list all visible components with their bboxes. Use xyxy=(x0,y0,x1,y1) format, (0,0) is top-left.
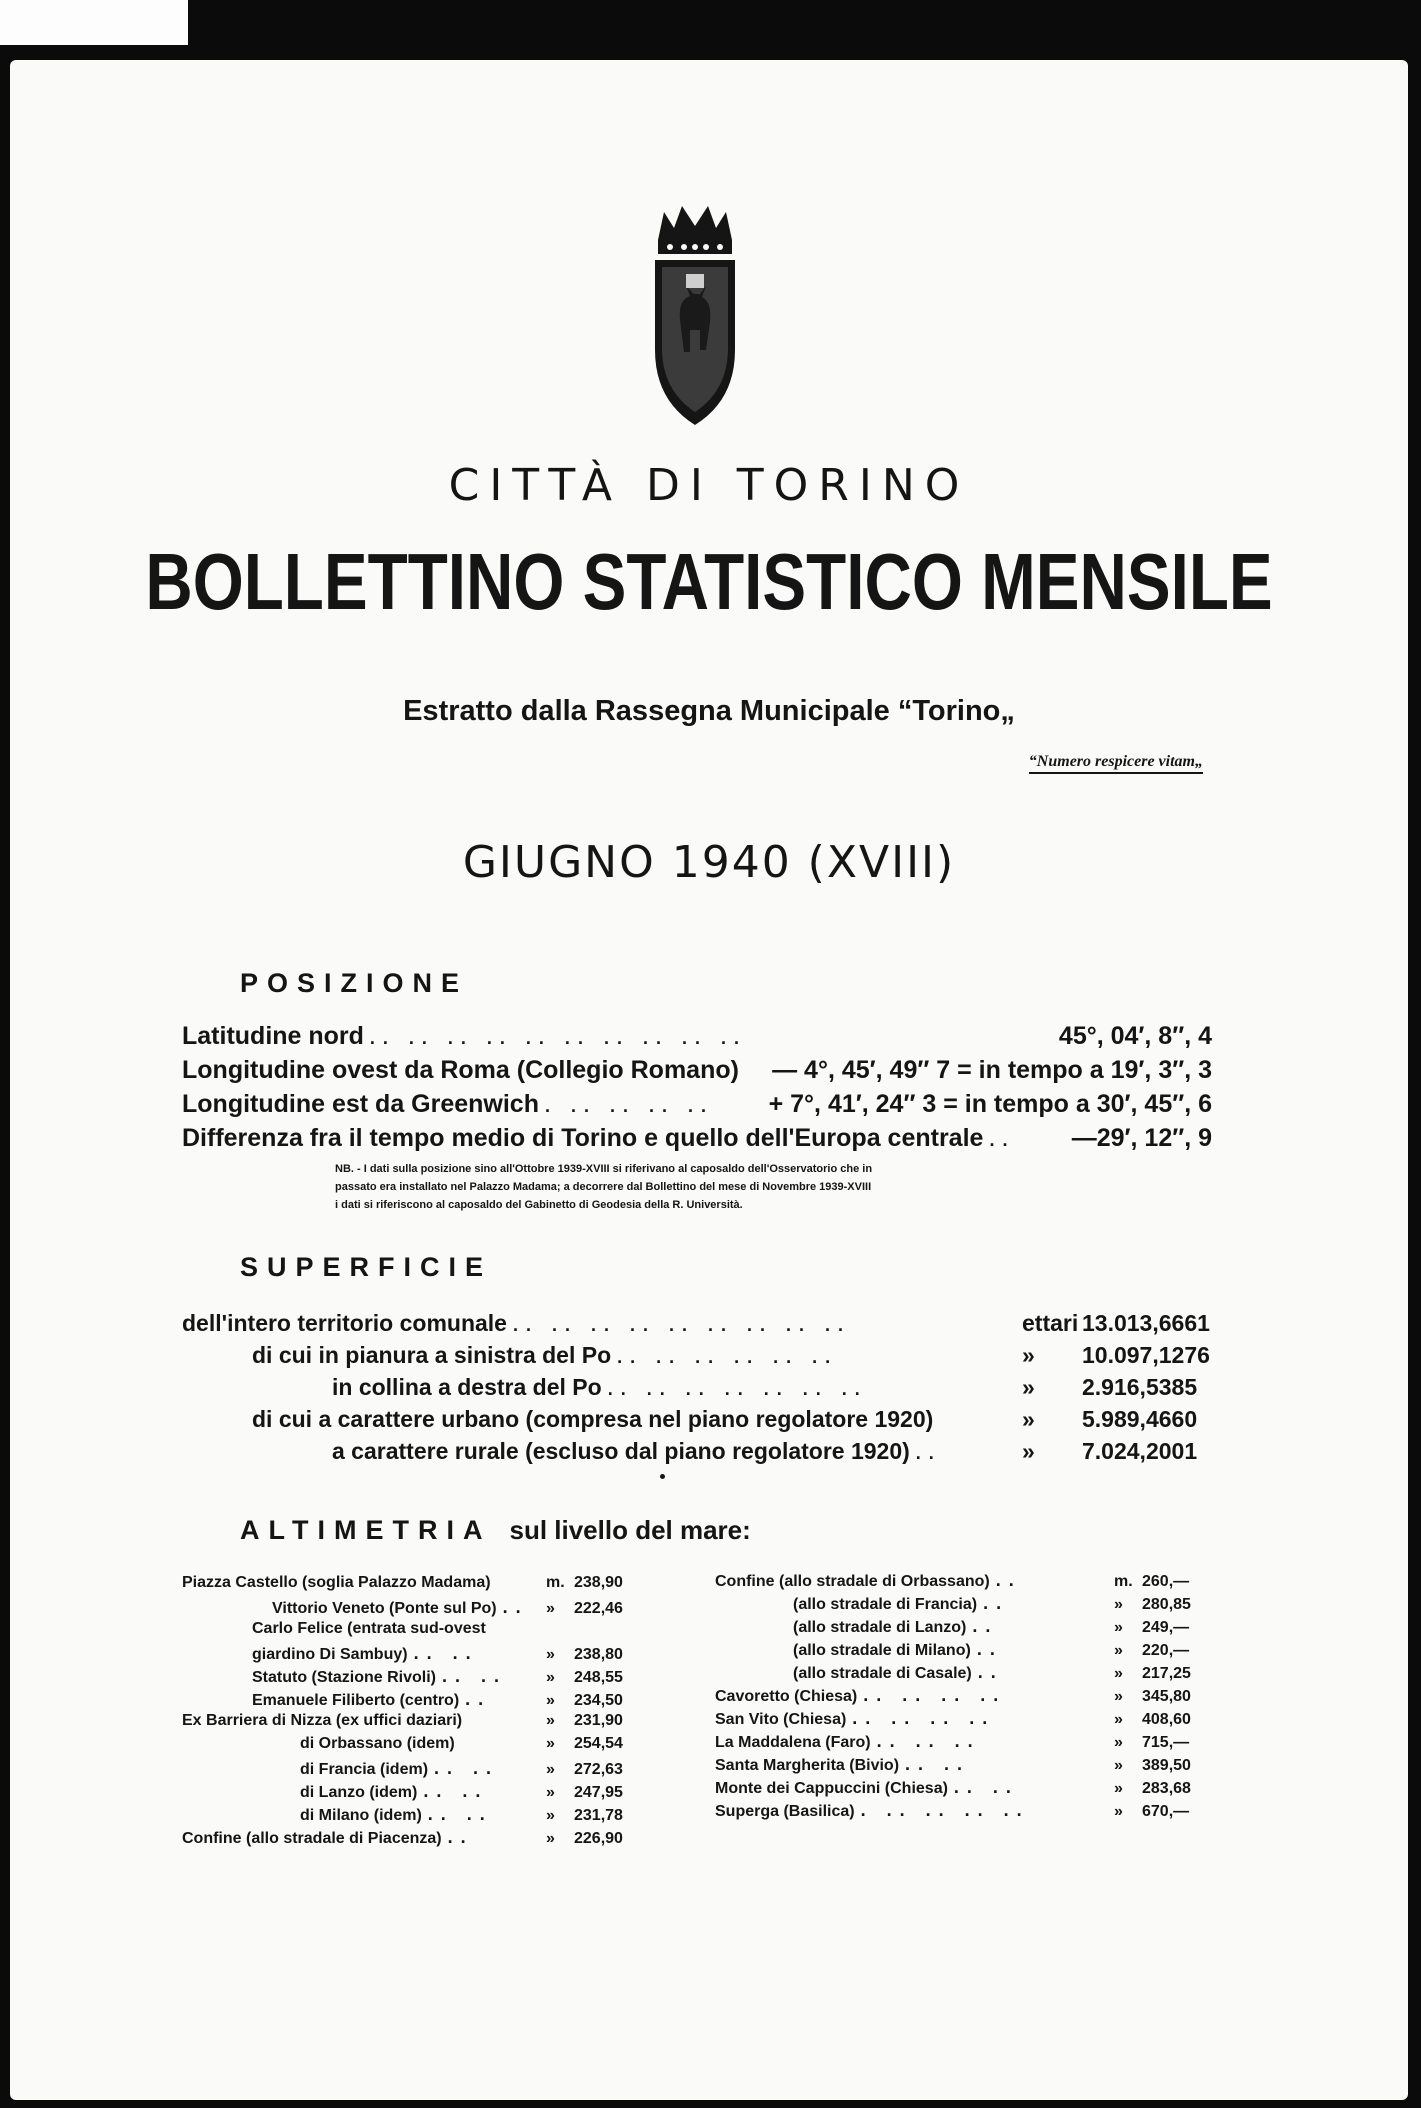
altitude-value-cell xyxy=(546,1646,642,1664)
altitude-row xyxy=(715,1639,1210,1662)
altitude-label: (allo stradale di Francia) xyxy=(793,1596,978,1613)
superficie-unit: ettari xyxy=(1022,1310,1079,1336)
altitude-label: Monte dei Cappuccini (Chiesa) xyxy=(715,1780,948,1797)
altitude-value: 408,60 xyxy=(1142,1711,1191,1728)
section-heading-superficie: SUPERFICIE xyxy=(240,1252,493,1282)
altitude-unit: m. xyxy=(546,1574,565,1591)
leader-dots: .. xyxy=(977,1662,1004,1682)
altitude-label: Statuto (Stazione Rivoli) xyxy=(252,1669,436,1686)
subtitle: Estratto dalla Rassegna Municipale “Torino„ xyxy=(403,695,1015,727)
position-row xyxy=(182,1022,1212,1056)
leader-dots: .. xyxy=(465,1689,492,1709)
position-value: + 7°, 41′, 24″ 3 = in tempo a 30′, 45″, 6 xyxy=(768,1090,1212,1118)
altitude-label: di Lanzo (idem) xyxy=(300,1784,418,1801)
altitude-label: (allo stradale di Lanzo) xyxy=(793,1619,967,1636)
superficie-row xyxy=(182,1310,1212,1342)
altitude-value-cell xyxy=(1114,1711,1210,1729)
position-label: Latitudine nord xyxy=(182,1022,364,1050)
altitude-value-cell xyxy=(546,1574,642,1592)
altitude-value: 247,95 xyxy=(574,1784,623,1801)
altitude-row xyxy=(182,1597,642,1620)
superficie-row xyxy=(182,1438,1212,1470)
superficie-value: 7.024,2001 xyxy=(1082,1438,1198,1464)
altitude-label: Piazza Castello (soglia Palazzo Madama) xyxy=(182,1574,491,1591)
altitude-row xyxy=(182,1643,642,1666)
position-label: Longitudine est da Greenwich xyxy=(182,1090,539,1118)
leader-dots: .. .. .. .. .. .. xyxy=(617,1347,839,1367)
altitude-row xyxy=(715,1593,1210,1616)
superficie-table xyxy=(182,1310,1212,1470)
superficie-label: a carattere rurale (escluso dal piano regolatore 1920) xyxy=(332,1438,910,1464)
leader-dots: .. xyxy=(989,1130,1016,1150)
altimetria-heading-suffix: sul livello del mare: xyxy=(509,1515,751,1545)
altitude-value: 231,78 xyxy=(574,1807,623,1824)
leader-dots: .. xyxy=(502,1597,529,1617)
altitude-value: 222,46 xyxy=(574,1600,623,1617)
scan-corner-tab xyxy=(0,0,188,45)
position-row xyxy=(182,1124,1212,1158)
altitude-label: Confine (allo stradale di Piacenza) xyxy=(182,1830,442,1847)
altitude-value: 249,— xyxy=(1142,1619,1190,1636)
leader-dots: .. xyxy=(983,1593,1010,1613)
altitude-label: Superga (Basilica) xyxy=(715,1803,855,1820)
altitude-value: 234,50 xyxy=(574,1692,623,1709)
altitude-value-cell xyxy=(546,1784,642,1802)
altitude-row xyxy=(715,1570,1210,1593)
altimetria-right-column xyxy=(715,1570,1210,1823)
altitude-value-cell xyxy=(546,1761,642,1779)
altitude-value: 238,90 xyxy=(574,1574,623,1591)
altitude-value: 231,90 xyxy=(574,1712,623,1729)
altitude-row xyxy=(715,1731,1210,1754)
position-value: — 4°, 45′, 49″ 7 = in tempo a 19′, 3″, 3 xyxy=(772,1056,1212,1084)
altitude-value-cell xyxy=(546,1735,642,1753)
superficie-value: 5.989,4660 xyxy=(1082,1406,1198,1432)
altitude-unit: » xyxy=(1114,1688,1123,1705)
section-heading-posizione: POSIZIONE xyxy=(240,968,469,998)
altitude-value-cell xyxy=(1114,1734,1210,1752)
altitude-unit: » xyxy=(546,1669,555,1686)
altitude-value: 238,80 xyxy=(574,1646,623,1663)
altitude-unit: » xyxy=(546,1735,555,1752)
superficie-value: 10.097,1276 xyxy=(1082,1342,1210,1368)
altitude-value-cell xyxy=(1114,1596,1210,1614)
leader-dots: . .. .. .. .. xyxy=(544,1096,714,1116)
leader-dots: .. .. xyxy=(434,1758,500,1778)
altitude-unit: » xyxy=(1114,1734,1123,1751)
altitude-row xyxy=(182,1735,642,1758)
leader-dots: .. xyxy=(447,1827,474,1847)
altitude-value-cell xyxy=(1114,1688,1210,1706)
altitude-row xyxy=(715,1708,1210,1731)
leader-dots: .. .. xyxy=(413,1643,479,1663)
leader-dots: .. xyxy=(972,1616,999,1636)
altitude-value: 248,55 xyxy=(574,1669,623,1686)
leader-dots: .. .. .. xyxy=(876,1731,981,1751)
altitude-label: Santa Margherita (Bivio) xyxy=(715,1757,900,1774)
superficie-value: 13.013,6661 xyxy=(1082,1310,1210,1336)
leader-dots: .. .. xyxy=(442,1666,508,1686)
superficie-unit: » xyxy=(1022,1374,1035,1400)
superficie-row xyxy=(182,1342,1212,1374)
altitude-label: (allo stradale di Casale) xyxy=(793,1665,972,1682)
altitude-row xyxy=(182,1666,642,1689)
altitude-value-cell xyxy=(546,1692,642,1710)
divider-dot xyxy=(660,1474,665,1479)
superficie-unit: » xyxy=(1022,1342,1035,1368)
position-row xyxy=(182,1056,1212,1090)
altitude-unit: » xyxy=(1114,1780,1123,1797)
altitude-unit: » xyxy=(1114,1619,1123,1636)
superficie-label: dell'intero territorio comunale xyxy=(182,1310,507,1336)
altitude-value: 260,— xyxy=(1142,1573,1190,1590)
altitude-label: La Maddalena (Faro) xyxy=(715,1734,871,1751)
altitude-unit: » xyxy=(546,1712,555,1729)
altitude-unit: » xyxy=(546,1830,555,1847)
altitude-unit: » xyxy=(1114,1665,1123,1682)
altitude-row xyxy=(715,1685,1210,1708)
altitude-value-cell xyxy=(546,1620,642,1638)
altitude-row xyxy=(715,1616,1210,1639)
altitude-value: 715,— xyxy=(1142,1734,1190,1751)
posizione-table xyxy=(182,1022,1212,1158)
superficie-value-cell xyxy=(1022,1310,1212,1337)
document-page xyxy=(10,60,1408,2100)
leader-dots: .. .. xyxy=(905,1754,971,1774)
altitude-unit: » xyxy=(546,1646,555,1663)
posizione-note xyxy=(335,1160,1165,1214)
leader-dots: .. .. .. .. .. .. .. .. .. .. xyxy=(369,1028,747,1048)
leader-dots: .. .. .. .. xyxy=(852,1708,996,1728)
superficie-unit: » xyxy=(1022,1406,1035,1432)
altitude-unit: » xyxy=(1114,1642,1123,1659)
altitude-row xyxy=(182,1827,642,1850)
altitude-value-cell xyxy=(1114,1642,1210,1660)
altitude-unit: » xyxy=(546,1692,555,1709)
note-line: NB. - I dati sulla posizione sino all'Ottobre 1939-XVIII si riferivano al caposaldo dell'Osservatorio che in xyxy=(335,1163,873,1175)
altitude-value-cell xyxy=(1114,1780,1210,1798)
superficie-label: di cui in pianura a sinistra del Po xyxy=(252,1342,612,1368)
note-line: passato era installato nel Palazzo Madama; a decorrere dal Bollettino del mese di Novembre 1939-XVIII xyxy=(335,1181,872,1193)
altitude-unit: » xyxy=(1114,1757,1123,1774)
section-heading-altimetria xyxy=(240,1515,751,1546)
bulletin-title: BOLLETTINO STATISTICO MENSILE xyxy=(145,537,1273,626)
issue-date: GIUGNO 1940 (XVIII) xyxy=(462,837,956,888)
altitude-label: di Orbassano (idem) xyxy=(300,1735,455,1752)
altitude-value-cell xyxy=(1114,1573,1210,1591)
altitude-unit: » xyxy=(1114,1803,1123,1820)
motto: “Numero respicere vitam„ xyxy=(1029,753,1203,774)
altimetria-heading: ALTIMETRIA xyxy=(240,1515,492,1545)
altitude-row xyxy=(182,1804,642,1827)
altitude-value-cell xyxy=(546,1830,642,1848)
altitude-unit: » xyxy=(1114,1711,1123,1728)
altitude-value: 389,50 xyxy=(1142,1757,1191,1774)
leader-dots: .. .. xyxy=(427,1804,493,1824)
superficie-unit: » xyxy=(1022,1438,1035,1464)
leader-dots: .. .. xyxy=(423,1781,489,1801)
superficie-row xyxy=(182,1374,1212,1406)
altitude-value-cell xyxy=(546,1712,642,1730)
torino-crest-icon xyxy=(650,200,740,425)
leader-dots: .. .. .. .. .. .. .. .. .. xyxy=(512,1315,851,1335)
altitude-value: 217,25 xyxy=(1142,1665,1191,1682)
altitude-unit: » xyxy=(1114,1596,1123,1613)
altitude-row xyxy=(715,1800,1210,1823)
altitude-row xyxy=(182,1712,642,1735)
superficie-value-cell xyxy=(1022,1374,1212,1401)
altitude-unit: » xyxy=(546,1761,555,1778)
altitude-unit: » xyxy=(546,1807,555,1824)
altitude-label: San Vito (Chiesa) xyxy=(715,1711,847,1728)
note-line: i dati si riferiscono al caposaldo del Gabinetto di Geodesia della R. Università. xyxy=(335,1199,743,1211)
altitude-value: 345,80 xyxy=(1142,1688,1191,1705)
altitude-value: 226,90 xyxy=(574,1830,623,1847)
leader-dots: .. .. .. .. .. .. .. xyxy=(607,1379,868,1399)
position-label: Differenza fra il tempo medio di Torino e quello dell'Europa centrale xyxy=(182,1124,984,1152)
leader-dots: .. xyxy=(995,1570,1022,1590)
altitude-value-cell xyxy=(1114,1803,1210,1821)
altitude-value: 220,— xyxy=(1142,1642,1190,1659)
superficie-value-cell xyxy=(1022,1342,1212,1369)
altitude-unit: » xyxy=(546,1784,555,1801)
altitude-value: 283,68 xyxy=(1142,1780,1191,1797)
altitude-value: 254,54 xyxy=(574,1735,623,1752)
altitude-label: Vittorio Veneto (Ponte sul Po) xyxy=(272,1600,497,1617)
altitude-label: di Milano (idem) xyxy=(300,1807,422,1824)
position-label: Longitudine ovest da Roma (Collegio Romano) xyxy=(182,1056,739,1084)
superficie-value: 2.916,5385 xyxy=(1082,1374,1198,1400)
superficie-value-cell xyxy=(1022,1406,1212,1433)
altitude-row xyxy=(715,1777,1210,1800)
position-value: 45°, 04′, 8″, 4 xyxy=(1058,1022,1212,1050)
altitude-value: 280,85 xyxy=(1142,1596,1191,1613)
altitude-value-cell xyxy=(546,1669,642,1687)
superficie-row xyxy=(182,1406,1212,1438)
altitude-value-cell xyxy=(1114,1757,1210,1775)
altitude-value: 272,63 xyxy=(574,1761,623,1778)
position-row xyxy=(182,1090,1212,1124)
leader-dots: .. .. .. .. xyxy=(863,1685,1007,1705)
altitude-value-cell xyxy=(1114,1665,1210,1683)
altitude-label: Ex Barriera di Nizza (ex uffici daziari) xyxy=(182,1712,463,1729)
altitude-row xyxy=(182,1574,642,1597)
altitude-unit: m. xyxy=(1114,1573,1133,1590)
leader-dots: .. .. xyxy=(953,1777,1019,1797)
altitude-label: Emanuele Filiberto (centro) xyxy=(252,1692,460,1709)
altitude-row xyxy=(715,1754,1210,1777)
superficie-label: di cui a carattere urbano (compresa nel piano regolatore 1920) xyxy=(252,1406,934,1432)
altitude-row xyxy=(182,1620,642,1643)
superficie-label: in collina a destra del Po xyxy=(332,1374,602,1400)
altitude-value-cell xyxy=(546,1600,642,1618)
altitude-row xyxy=(715,1662,1210,1685)
altitude-label: giardino Di Sambuy) xyxy=(252,1646,408,1663)
altitude-unit: » xyxy=(546,1600,555,1617)
altitude-row xyxy=(182,1758,642,1781)
city-title: CITTÀ DI TORINO xyxy=(448,460,970,511)
altitude-value: 670,— xyxy=(1142,1803,1190,1820)
altitude-label: Confine (allo stradale di Orbassano) xyxy=(715,1573,990,1590)
altitude-label: Cavoretto (Chiesa) xyxy=(715,1688,858,1705)
leader-dots: .. xyxy=(915,1443,942,1463)
altitude-value-cell xyxy=(1114,1619,1210,1637)
altitude-row xyxy=(182,1781,642,1804)
leader-dots: . .. .. .. .. xyxy=(860,1800,1030,1820)
altitude-value-cell xyxy=(546,1807,642,1825)
altimetria-left-column xyxy=(182,1574,642,1850)
leader-dots: .. xyxy=(976,1639,1003,1659)
altitude-label: di Francia (idem) xyxy=(300,1761,429,1778)
altitude-label: (allo stradale di Milano) xyxy=(793,1642,971,1659)
position-value: —29′, 12″, 9 xyxy=(1071,1124,1212,1152)
superficie-value-cell xyxy=(1022,1438,1212,1465)
altitude-label: Carlo Felice (entrata sud-ovest xyxy=(252,1620,486,1637)
altitude-row xyxy=(182,1689,642,1712)
